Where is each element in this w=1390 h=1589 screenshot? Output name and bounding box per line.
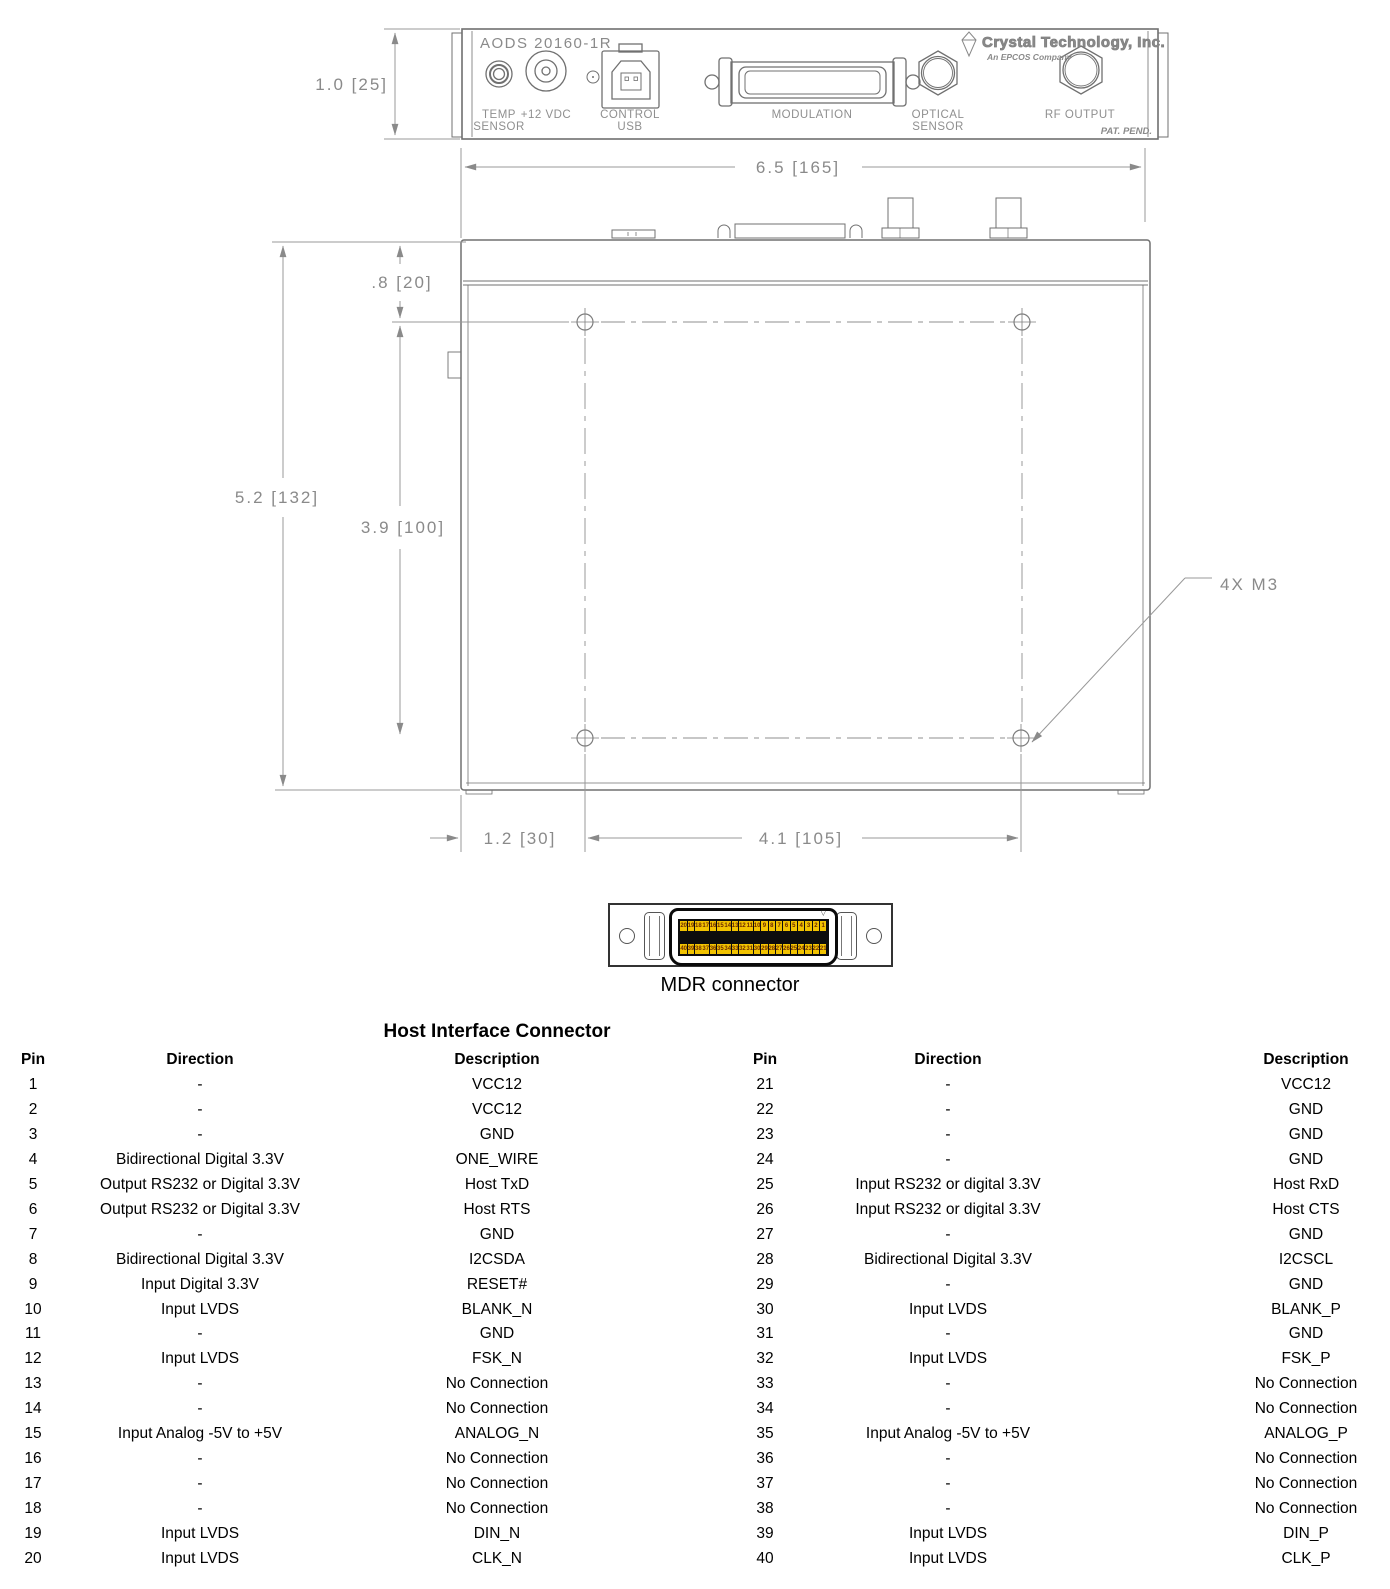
mdr-pin: 20: [680, 923, 687, 929]
mdr-pin: 7: [777, 923, 781, 929]
modulation-connector-icon: [705, 58, 920, 106]
pin-description: Host CTS: [1272, 1200, 1340, 1218]
pin-description: GND: [479, 1225, 515, 1243]
front-panel-labels: [473, 34, 1165, 137]
pin-direction: -: [945, 1500, 951, 1518]
dim-height-label: 1.0 [25]: [315, 75, 388, 94]
top-edge-connector-profiles: [612, 198, 1027, 238]
top-view: [448, 198, 1150, 794]
pin-number: 3: [28, 1125, 38, 1143]
pin-number: 31: [756, 1325, 774, 1343]
pin-description: I2CSDA: [469, 1250, 525, 1268]
mdr-pin-row: [680, 921, 827, 931]
pin-description: BLANK_N: [461, 1300, 533, 1318]
pin-direction: Input LVDS: [160, 1350, 240, 1368]
pin-direction: Input LVDS: [908, 1350, 988, 1368]
pin-direction: Input LVDS: [908, 1550, 988, 1568]
pin-description: VCC12: [1281, 1075, 1331, 1093]
pin-number: 4: [28, 1150, 38, 1168]
mdr-pin: 38: [695, 946, 702, 952]
mdr-pin: 5: [792, 923, 796, 929]
mdr-pin-row: [680, 944, 827, 954]
pin-direction: -: [945, 1475, 951, 1493]
pin-number: 18: [24, 1500, 42, 1518]
pin-number: 13: [24, 1375, 42, 1393]
column-header: Pin: [752, 1051, 778, 1068]
mdr-connector-drawing: [608, 903, 893, 967]
pin-direction: -: [945, 1375, 951, 1393]
column-header: Direction: [166, 1051, 234, 1068]
pin-number: 1: [28, 1075, 38, 1093]
pin-number: 23: [756, 1125, 774, 1143]
pin-table-left: [0, 1048, 660, 1572]
pin-number: 10: [24, 1300, 42, 1318]
mdr-pin: 8: [770, 923, 774, 929]
mdr-latch-slot-left: [644, 912, 665, 960]
pin-number: 15: [24, 1425, 42, 1443]
pin-number: 30: [756, 1300, 774, 1318]
mdr-pin: 39: [687, 946, 695, 952]
pin-description: No Connection: [445, 1375, 549, 1393]
mdr-pin: 30: [753, 946, 761, 952]
control-usb-label-line1: CONTROL: [600, 109, 660, 121]
pin-number: 35: [756, 1425, 774, 1443]
pin-description: GND: [1288, 1100, 1324, 1118]
pin-description: No Connection: [1254, 1475, 1358, 1493]
pin-number: 29: [756, 1275, 774, 1293]
pin-direction: Output RS232 or Digital 3.3V: [100, 1175, 300, 1193]
mdr-screw-hole-right: [866, 928, 882, 944]
pin-description: No Connection: [1254, 1500, 1358, 1518]
optical-sensor-label-line1: OPTICAL: [911, 109, 965, 121]
mdr-pin: 1: [821, 923, 825, 929]
pin-number: 36: [756, 1450, 774, 1468]
mdr-shell: [669, 908, 838, 966]
pin-direction: -: [945, 1275, 951, 1293]
pin-direction: Input RS232 or digital 3.3V: [855, 1200, 1041, 1218]
pin-number: 14: [24, 1400, 42, 1418]
pin-number: 6: [28, 1200, 38, 1218]
pin-direction: -: [945, 1225, 951, 1243]
company-tagline: An EPCOS Company: [987, 52, 1072, 62]
pin-description: CLK_N: [472, 1550, 522, 1568]
pin-direction: -: [945, 1125, 951, 1143]
pin1-triangle-icon: ▽: [820, 910, 826, 917]
mdr-pin: 33: [731, 946, 739, 952]
mdr-pin: 31: [746, 946, 754, 952]
pin-description: VCC12: [472, 1100, 522, 1118]
pin-description: GND: [479, 1125, 515, 1143]
pin-number: 5: [28, 1175, 38, 1193]
pin-number: 39: [756, 1525, 774, 1543]
mdr-pin: 2: [814, 923, 818, 929]
pin-number: 27: [756, 1225, 774, 1243]
power-label: +12 VDC: [520, 109, 572, 121]
pin-description: GND: [1288, 1150, 1324, 1168]
optical-sensor-label-line2: SENSOR: [912, 121, 964, 133]
dimension-lines: [272, 29, 1212, 852]
pin-direction: Input Analog -5V to +5V: [117, 1425, 283, 1443]
indicator-led-icon: [587, 71, 599, 83]
mdr-pin: 14: [724, 923, 732, 929]
pin-number: 8: [28, 1250, 38, 1268]
control-usb-label-line2: USB: [617, 121, 643, 133]
pin-table-right: [700, 1048, 1390, 1572]
mdr-pin: 10: [753, 923, 761, 929]
pin-number: 37: [756, 1475, 774, 1493]
column-header: Pin: [20, 1051, 46, 1068]
mounting-holes: [571, 308, 1036, 752]
pin-direction: -: [197, 1225, 203, 1243]
pin-direction: -: [197, 1125, 203, 1143]
pin-number: 26: [756, 1200, 774, 1218]
pin-description: ANALOG_N: [454, 1425, 540, 1443]
mdr-pin: 16: [709, 923, 717, 929]
center-lines: [585, 322, 1022, 738]
mdr-pin: 27: [775, 946, 783, 952]
pin-direction: Bidirectional Digital 3.3V: [115, 1150, 284, 1168]
mdr-pin: 3: [806, 923, 811, 929]
pin-direction: -: [945, 1400, 951, 1418]
pin-description: DIN_P: [1283, 1525, 1329, 1543]
pin-description: BLANK_P: [1271, 1300, 1341, 1318]
rf-output-label: RF OUTPUT: [1044, 109, 1116, 121]
usb-connector-icon: [602, 44, 659, 108]
column-header: Description: [1263, 1051, 1349, 1068]
mdr-pin: 6: [784, 923, 789, 929]
mdr-pin-field: [678, 919, 829, 956]
pin-number: 22: [756, 1100, 774, 1118]
dim-width-label: 6.5 [165]: [755, 158, 841, 177]
pin-description: FSK_N: [472, 1350, 522, 1368]
mdr-pin: 37: [702, 946, 709, 952]
pin-direction: -: [197, 1075, 203, 1093]
mdr-pin: 29: [761, 946, 768, 952]
dimension-labels: [235, 75, 1279, 848]
mdr-pin: 11: [746, 923, 753, 929]
pin-description: GND: [1288, 1125, 1324, 1143]
pin-direction: Input Analog -5V to +5V: [865, 1425, 1031, 1443]
mdr-latch-slot-right: [836, 912, 857, 960]
pin-direction: -: [197, 1400, 203, 1418]
pin-description: ONE_WIRE: [455, 1150, 539, 1168]
column-header: Description: [454, 1051, 540, 1068]
pin-direction: -: [945, 1150, 951, 1168]
pin-direction: -: [197, 1325, 203, 1343]
pin-description: FSK_P: [1281, 1350, 1331, 1368]
pin-number: 2: [28, 1100, 38, 1118]
mdr-pin: 4: [799, 923, 803, 929]
pin-number: 7: [28, 1225, 38, 1243]
pin-direction: Input RS232 or digital 3.3V: [855, 1175, 1041, 1193]
pin-description: I2CSCL: [1278, 1250, 1334, 1268]
pin-direction: -: [945, 1075, 951, 1093]
pin-direction: -: [197, 1100, 203, 1118]
pin-number: 9: [28, 1275, 38, 1293]
pin-description: No Connection: [445, 1475, 549, 1493]
mdr-pin: 23: [805, 946, 812, 952]
pin-number: 12: [24, 1350, 42, 1368]
crystal-logo-icon: [962, 32, 976, 56]
mdr-pin: 28: [768, 946, 776, 952]
pin-direction: Input LVDS: [160, 1550, 240, 1568]
pin-direction: -: [197, 1475, 203, 1493]
column-header: Direction: [914, 1051, 982, 1068]
pin-description: RESET#: [466, 1275, 528, 1293]
pin-description: No Connection: [445, 1500, 549, 1518]
dim-hole-offset-x-label: 1.2 [30]: [483, 829, 557, 848]
pin-description: No Connection: [445, 1400, 549, 1418]
mdr-pin: 32: [739, 946, 746, 952]
modulation-label: MODULATION: [771, 109, 853, 121]
pin-number: 33: [756, 1375, 774, 1393]
pin-description: GND: [479, 1325, 515, 1343]
mdr-pin: 18: [695, 923, 702, 929]
pin-description: No Connection: [1254, 1450, 1358, 1468]
pin-direction: -: [945, 1325, 951, 1343]
pin-direction: -: [197, 1375, 203, 1393]
mdr-pin: 17: [702, 923, 709, 929]
mdr-connector-caption: MDR connector: [660, 974, 800, 996]
pin-number: 25: [756, 1175, 774, 1193]
mdr-pin: 19: [687, 923, 695, 929]
temp-sensor-label-line1: TEMP: [482, 109, 516, 121]
pin-description: Host RTS: [463, 1200, 531, 1218]
pin-description: GND: [1288, 1275, 1324, 1293]
power-connector-icon: [526, 51, 566, 91]
mdr-pin: 40: [680, 946, 687, 952]
pin-number: 17: [24, 1475, 42, 1493]
pin-number: 20: [24, 1550, 42, 1568]
dim-offset-top-label: .8 [20]: [371, 273, 433, 292]
mdr-pin: 34: [724, 946, 732, 952]
pin-description: GND: [1288, 1325, 1324, 1343]
pat-pend-label: PAT. PEND.: [1100, 126, 1152, 137]
optical-sensor-connector-icon: [919, 51, 957, 95]
pin-description: GND: [1288, 1225, 1324, 1243]
hole-callout-label: 4X M3: [1220, 575, 1280, 594]
mdr-pin: 24: [797, 946, 805, 952]
dim-hole-span-y-label: 3.9 [100]: [360, 518, 446, 537]
pin-direction: -: [945, 1450, 951, 1468]
pin-description: Host RxD: [1272, 1175, 1340, 1193]
pin-number: 19: [24, 1525, 42, 1543]
pin-direction: Input LVDS: [160, 1525, 240, 1543]
pin-table-title: Host Interface Connector: [383, 1021, 611, 1042]
company-logo-text: Crystal Technology, Inc.: [982, 34, 1166, 51]
pin-description: ANALOG_P: [1264, 1425, 1348, 1443]
mdr-pin: 36: [709, 946, 717, 952]
mdr-pin: 25: [790, 946, 798, 952]
pin-direction: Output RS232 or Digital 3.3V: [100, 1200, 300, 1218]
pin-direction: Input LVDS: [160, 1300, 240, 1318]
pin-description: Host TxD: [464, 1175, 530, 1193]
model-label: AODS 20160-1R: [480, 35, 613, 52]
mdr-pin: 22: [812, 946, 820, 952]
dim-depth-label: 5.2 [132]: [234, 488, 320, 507]
mdr-pin: 15: [717, 923, 724, 929]
temp-sensor-label-line2: SENSOR: [473, 121, 525, 133]
mdr-pin: 21: [819, 946, 827, 952]
mdr-pin: 26: [783, 946, 790, 952]
mdr-pin: 12: [739, 923, 746, 929]
pin-direction: -: [197, 1500, 203, 1518]
pin-number: 21: [756, 1075, 774, 1093]
temp-sensor-connector-icon: [486, 61, 512, 87]
pin-description: No Connection: [1254, 1400, 1358, 1418]
pin-description: CLK_P: [1281, 1550, 1331, 1568]
pin-number: 40: [756, 1550, 774, 1568]
pin-direction: Input Digital 3.3V: [140, 1275, 260, 1293]
pin-number: 11: [24, 1325, 42, 1343]
pin-number: 38: [756, 1500, 774, 1518]
mdr-screw-hole-left: [619, 928, 635, 944]
mdr-pin: 13: [731, 923, 739, 929]
pin-direction: Input LVDS: [908, 1300, 988, 1318]
pin-description: DIN_N: [473, 1525, 521, 1543]
dim-hole-span-x-label: 4.1 [105]: [758, 829, 844, 848]
pin-direction: -: [945, 1100, 951, 1118]
pin-number: 24: [756, 1150, 774, 1168]
mdr-pin: 35: [717, 946, 724, 952]
pin-direction: Bidirectional Digital 3.3V: [863, 1250, 1032, 1268]
mdr-pin: 9: [762, 923, 767, 929]
pin-number: 32: [756, 1350, 774, 1368]
pin-number: 28: [756, 1250, 774, 1268]
pin-number: 16: [24, 1450, 42, 1468]
pin-number: 34: [756, 1400, 774, 1418]
pin-description: VCC12: [472, 1075, 522, 1093]
pin-direction: Input LVDS: [908, 1525, 988, 1543]
pin-description: No Connection: [445, 1450, 549, 1468]
pin-direction: Bidirectional Digital 3.3V: [115, 1250, 284, 1268]
pin-direction: -: [197, 1450, 203, 1468]
pin-description: No Connection: [1254, 1375, 1358, 1393]
